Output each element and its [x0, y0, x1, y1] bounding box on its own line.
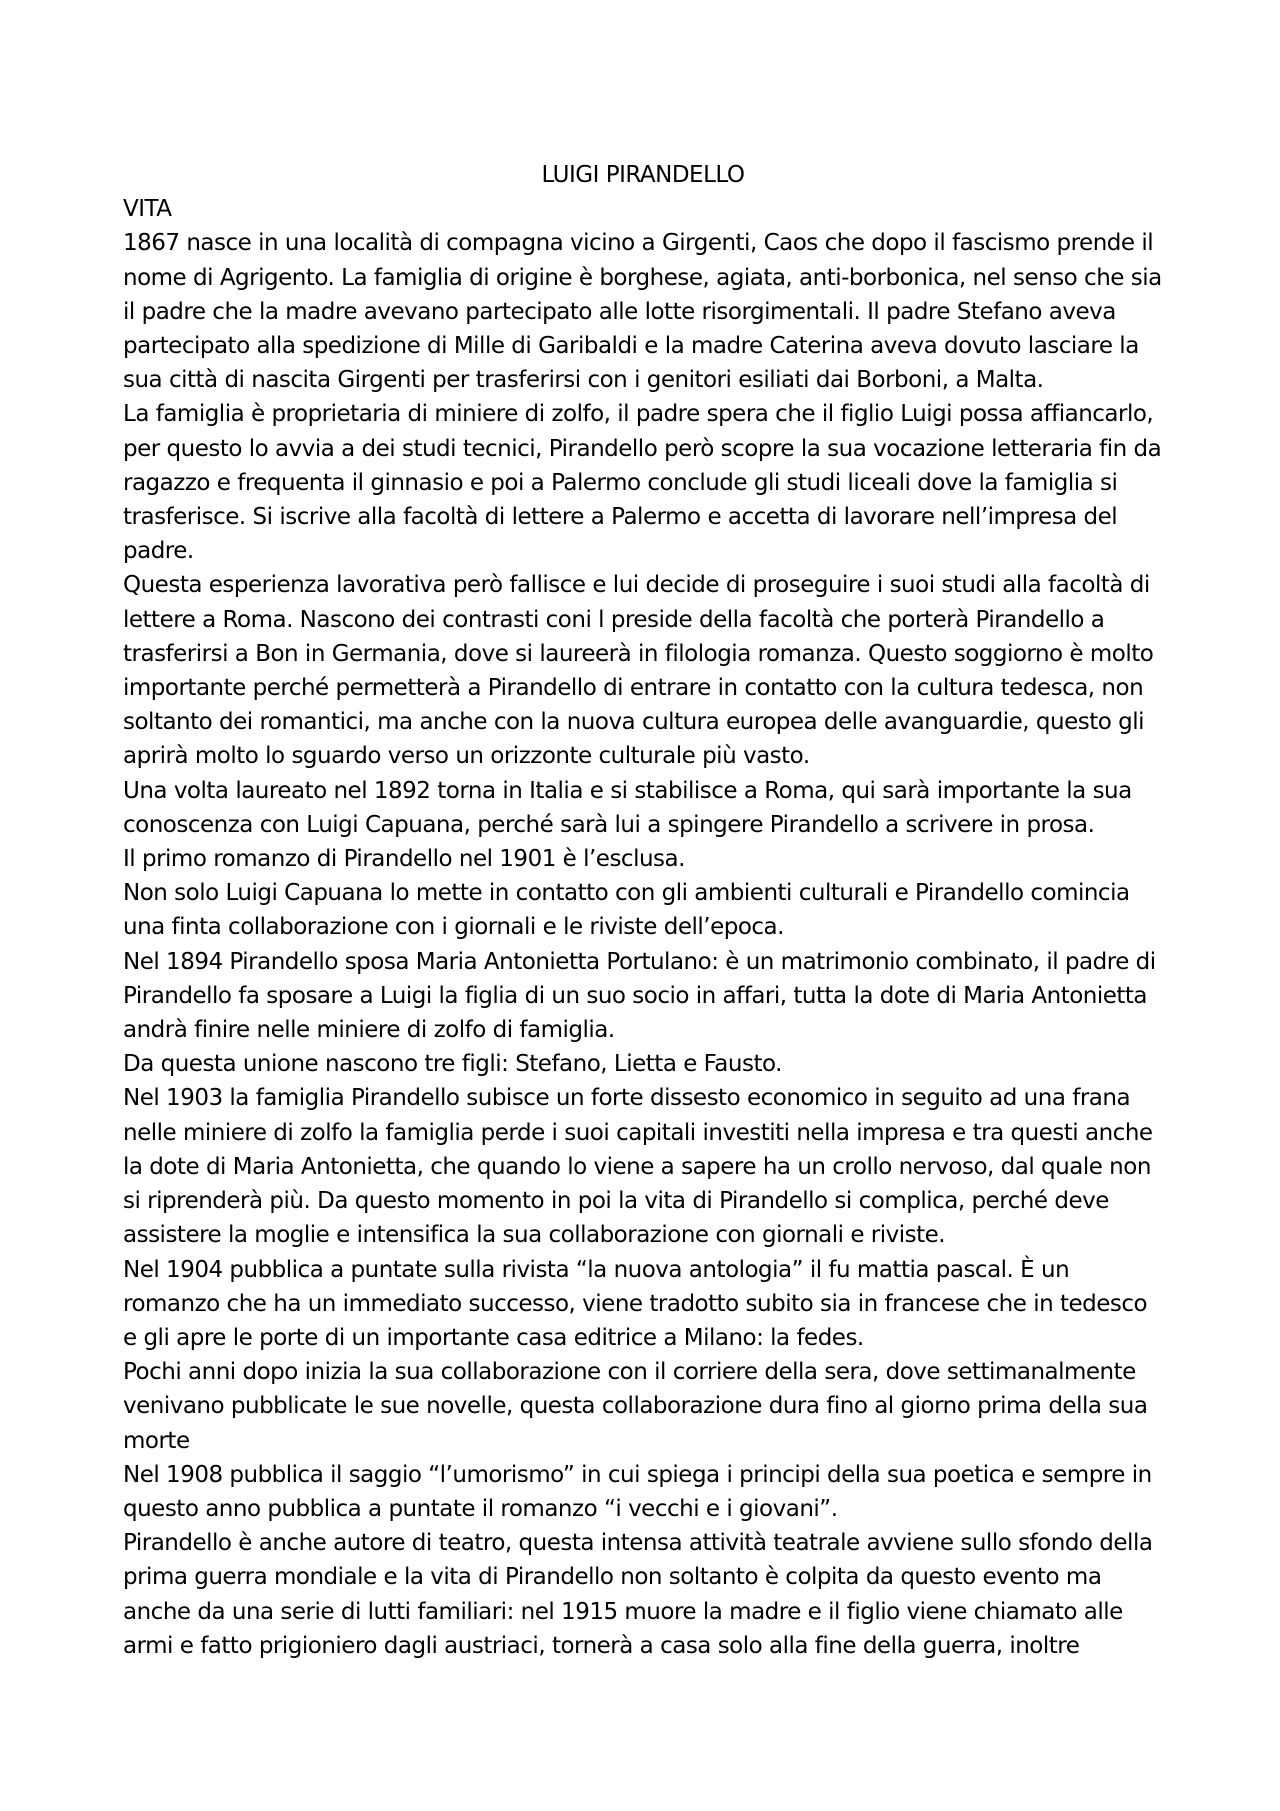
document-body: [123, 158, 1163, 1663]
paragraph-children: Da questa unione nascono tre figli: Stefano, Lietta e Fausto.: [123, 1051, 782, 1078]
paragraph-1903-crisis: Nel 1903 la famiglia Pirandello subisce un forte dissesto economico in seguito ad una frana nelle miniere di zolfo la famiglia perde i suoi capitali investiti nella impresa e tra questi anche la dote di Maria Antonietta, che quando lo viene a sapere ha un crollo nervoso, dal quale non si riprenderà più. Da questo momento in poi la vita di Pirandello si complica, perché deve assistere la moglie e intensifica la sua collaborazione con giornali e riviste.: [123, 1085, 1153, 1249]
paragraph-family-mines: La famiglia è proprietaria di miniere di zolfo, il padre spera che il figlio Luigi possa affiancarlo, per questo lo avvia a dei studi tecnici, Pirandello però scopre la sua vocazione letteraria fin da ragazzo e frequenta il ginnasio e poi a Palermo conclude gli studi liceali dove la famiglia si trasferisce. Si iscrive alla facoltà di lettere a Palermo e accetta di lavorare nell’impresa del padre.: [123, 401, 1162, 565]
paragraph-studies-germany: Questa esperienza lavorativa però fallisce e lui decide di proseguire i suoi studi alla facoltà di lettere a Roma. Nascono dei contrasti coni l preside della facoltà che porterà Pirandello a trasferirsi a Bon in Germania, dove si laureerà in filologia romanza. Questo soggiorno è molto importante perché permetterà a Pirandello di entrare in contatto con la cultura tedesca, non soltanto dei romantici, ma anche con la nuova cultura europea delle avanguardie, questo gli aprirà molto lo sguardo verso un orizzonte culturale più vasto.: [123, 572, 1154, 770]
paragraph-theatre-war: Pirandello è anche autore di teatro, questa intensa attività teatrale avviene sullo sfondo della prima guerra mondiale e la vita di Pirandello non soltanto è colpita da questo evento ma anche da una serie di lutti familiari: nel 1915 muore la madre e il figlio viene chiamato alle armi e fatto prigioniero dagli austriaci, tornerà a casa solo alla fine della guerra, inoltre: [123, 1530, 1153, 1659]
document-title: LUIGI PIRANDELLO: [541, 162, 745, 188]
paragraph-mattia-pascal: Nel 1904 pubblica a puntate sulla rivista “la nuova antologia” il fu mattia pascal. È un romanzo che ha un immediato successo, viene tradotto subito sia in francese che in tedesco e gli apre le porte di un importante casa editrice a Milano: la fedes.: [123, 1256, 1148, 1351]
section-heading: VITA: [123, 196, 172, 223]
paragraph-marriage: Nel 1894 Pirandello sposa Maria Antonietta Portulano: è un matrimonio combinato, il padre di Pirandello fa sposare a Luigi la figlia di un suo socio in affari, tutta la dote di Maria Antonietta andrà finire nelle miniere di zolfo di famiglia.: [123, 948, 1156, 1044]
paragraph-return-rome: Una volta laureato nel 1892 torna in Italia e si stabilisce a Roma, qui sarà importante la sua conoscenza con Luigi Capuana, perché sarà lui a spingere Pirandello a scrivere in prosa.: [123, 777, 1132, 838]
paragraph-first-novel: Il primo romanzo di Pirandello nel 1901 è l’esclusa.: [123, 846, 685, 873]
paragraph-capuana: Non solo Luigi Capuana lo mette in contatto con gli ambienti culturali e Pirandello comincia una finta collaborazione con i giornali e le riviste dell’epoca.: [123, 880, 1130, 941]
paragraph-corriere: Pochi anni dopo inizia la sua collaborazione con il corriere della sera, dove settimanalmente venivano pubblicate le sue novelle, questa collaborazione dura fino al giorno prima della sua morte: [123, 1359, 1148, 1454]
paragraph-umorismo: Nel 1908 pubblica il saggio “l’umorismo” in cui spiega i principi della sua poetica e sempre in questo anno pubblica a puntate il romanzo “i vecchi e i giovani”.: [123, 1461, 1152, 1522]
paragraph-birth: 1867 nasce in una località di compagna vicino a Girgenti, Caos che dopo il fascismo prende il nome di Agrigento. La famiglia di origine è borghese, agiata, anti-borbonica, nel senso che sia il padre che la madre avevano partecipato alle lotte risorgimentali. Il padre Stefano aveva partecipato alla spedizione di Mille di Garibaldi e la madre Caterina aveva dovuto lasciare la sua città di nascita Girgenti per trasferirsi con i genitori esiliati dai Borboni, a Malta.: [123, 230, 1162, 394]
